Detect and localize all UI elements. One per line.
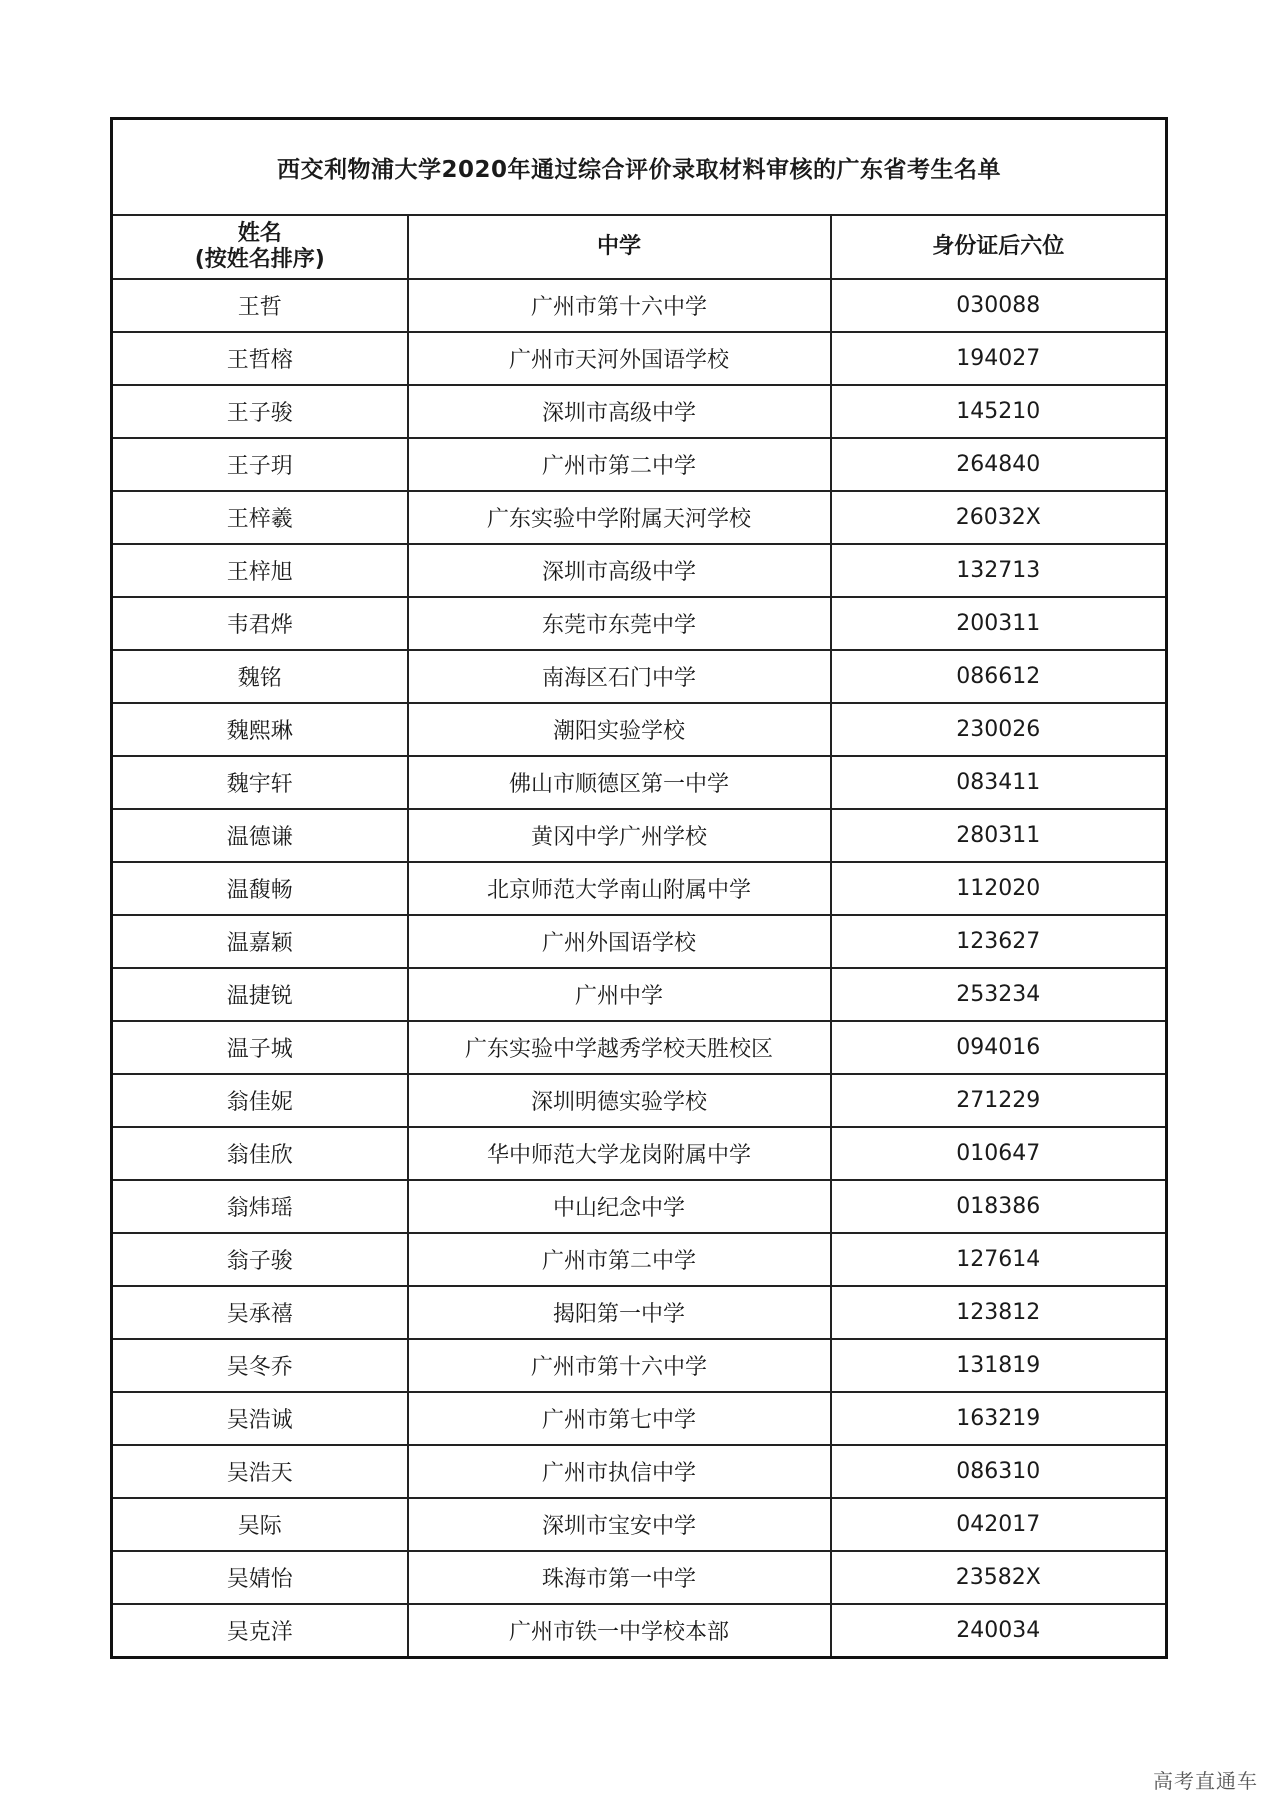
cell-id: 083411 bbox=[831, 756, 1167, 809]
table-header-row bbox=[112, 215, 1167, 279]
cell-name: 温子城 bbox=[112, 1021, 408, 1074]
cell-id: 127614 bbox=[831, 1233, 1167, 1286]
cell-id: 264840 bbox=[831, 438, 1167, 491]
cell-school: 南海区石门中学 bbox=[408, 650, 831, 703]
table-row bbox=[112, 968, 1167, 1021]
cell-name: 王子骏 bbox=[112, 385, 408, 438]
cell-school: 广州中学 bbox=[408, 968, 831, 1021]
table-row bbox=[112, 544, 1167, 597]
table-row bbox=[112, 491, 1167, 544]
column-header-name-line1: 姓名 bbox=[237, 221, 282, 246]
table-row bbox=[112, 809, 1167, 862]
cell-name: 吴浩天 bbox=[112, 1445, 408, 1498]
table-row bbox=[112, 1286, 1167, 1339]
cell-school: 华中师范大学龙岗附属中学 bbox=[408, 1127, 831, 1180]
cell-id: 23582X bbox=[831, 1551, 1167, 1604]
cell-id: 26032X bbox=[831, 491, 1167, 544]
cell-name: 王哲 bbox=[112, 279, 408, 332]
cell-id: 010647 bbox=[831, 1127, 1167, 1180]
cell-school: 珠海市第一中学 bbox=[408, 1551, 831, 1604]
cell-id: 194027 bbox=[831, 332, 1167, 385]
table-row bbox=[112, 597, 1167, 650]
table-row bbox=[112, 1445, 1167, 1498]
table-row bbox=[112, 756, 1167, 809]
cell-name: 王哲榕 bbox=[112, 332, 408, 385]
table-row bbox=[112, 385, 1167, 438]
cell-name: 吴婧怡 bbox=[112, 1551, 408, 1604]
table-row bbox=[112, 1339, 1167, 1392]
cell-id: 018386 bbox=[831, 1180, 1167, 1233]
cell-id: 145210 bbox=[831, 385, 1167, 438]
cell-id: 163219 bbox=[831, 1392, 1167, 1445]
cell-name: 魏熙琳 bbox=[112, 703, 408, 756]
cell-school: 黄冈中学广州学校 bbox=[408, 809, 831, 862]
cell-id: 271229 bbox=[831, 1074, 1167, 1127]
cell-name: 魏宇轩 bbox=[112, 756, 408, 809]
cell-school: 深圳市宝安中学 bbox=[408, 1498, 831, 1551]
cell-id: 094016 bbox=[831, 1021, 1167, 1074]
cell-name: 温捷锐 bbox=[112, 968, 408, 1021]
cell-school: 广州市第十六中学 bbox=[408, 279, 831, 332]
table-row bbox=[112, 1021, 1167, 1074]
column-header-name bbox=[112, 215, 408, 279]
cell-name: 翁炜瑶 bbox=[112, 1180, 408, 1233]
table-row bbox=[112, 650, 1167, 703]
cell-id: 123627 bbox=[831, 915, 1167, 968]
cell-name: 温嘉颖 bbox=[112, 915, 408, 968]
table-row bbox=[112, 1551, 1167, 1604]
admission-list-table bbox=[110, 117, 1168, 1659]
cell-id: 280311 bbox=[831, 809, 1167, 862]
table-row bbox=[112, 1604, 1167, 1658]
table-row bbox=[112, 703, 1167, 756]
cell-name: 温德谦 bbox=[112, 809, 408, 862]
table-row bbox=[112, 438, 1167, 491]
cell-school: 深圳市高级中学 bbox=[408, 544, 831, 597]
table-row bbox=[112, 332, 1167, 385]
cell-name: 温馥畅 bbox=[112, 862, 408, 915]
document-title: 西交利物浦大学2020年通过综合评价录取材料审核的广东省考生名单 bbox=[112, 119, 1167, 216]
cell-id: 086310 bbox=[831, 1445, 1167, 1498]
table-row bbox=[112, 1127, 1167, 1180]
cell-name: 翁佳欣 bbox=[112, 1127, 408, 1180]
cell-school: 中山纪念中学 bbox=[408, 1180, 831, 1233]
cell-name: 吴际 bbox=[112, 1498, 408, 1551]
watermark-text: 高考直通车 bbox=[1153, 1769, 1258, 1793]
table-row bbox=[112, 1233, 1167, 1286]
table-row bbox=[112, 1392, 1167, 1445]
cell-name: 王子玥 bbox=[112, 438, 408, 491]
cell-id: 131819 bbox=[831, 1339, 1167, 1392]
cell-school: 广州市第十六中学 bbox=[408, 1339, 831, 1392]
cell-id: 132713 bbox=[831, 544, 1167, 597]
table-row bbox=[112, 862, 1167, 915]
cell-school: 广州市第二中学 bbox=[408, 438, 831, 491]
cell-school: 广州市第七中学 bbox=[408, 1392, 831, 1445]
cell-name: 翁子骏 bbox=[112, 1233, 408, 1286]
cell-id: 112020 bbox=[831, 862, 1167, 915]
table-row bbox=[112, 1074, 1167, 1127]
cell-name: 韦君烨 bbox=[112, 597, 408, 650]
column-header-id: 身份证后六位 bbox=[831, 215, 1167, 279]
cell-school: 广州市第二中学 bbox=[408, 1233, 831, 1286]
cell-school: 北京师范大学南山附属中学 bbox=[408, 862, 831, 915]
cell-id: 086612 bbox=[831, 650, 1167, 703]
cell-name: 翁佳妮 bbox=[112, 1074, 408, 1127]
cell-id: 123812 bbox=[831, 1286, 1167, 1339]
column-header-name-line2: (按姓名排序) bbox=[194, 247, 325, 272]
cell-name: 吴浩诚 bbox=[112, 1392, 408, 1445]
cell-id: 240034 bbox=[831, 1604, 1167, 1658]
cell-school: 广东实验中学附属天河学校 bbox=[408, 491, 831, 544]
cell-school: 佛山市顺德区第一中学 bbox=[408, 756, 831, 809]
cell-school: 揭阳第一中学 bbox=[408, 1286, 831, 1339]
cell-school: 深圳明德实验学校 bbox=[408, 1074, 831, 1127]
table-row bbox=[112, 1180, 1167, 1233]
cell-id: 230026 bbox=[831, 703, 1167, 756]
cell-name: 王梓羲 bbox=[112, 491, 408, 544]
cell-school: 广东实验中学越秀学校天胜校区 bbox=[408, 1021, 831, 1074]
table-row bbox=[112, 279, 1167, 332]
table-row bbox=[112, 915, 1167, 968]
column-header-school: 中学 bbox=[408, 215, 831, 279]
cell-id: 042017 bbox=[831, 1498, 1167, 1551]
cell-name: 魏铭 bbox=[112, 650, 408, 703]
cell-school: 深圳市高级中学 bbox=[408, 385, 831, 438]
cell-name: 吴克洋 bbox=[112, 1604, 408, 1658]
cell-name: 王梓旭 bbox=[112, 544, 408, 597]
cell-school: 东莞市东莞中学 bbox=[408, 597, 831, 650]
cell-id: 253234 bbox=[831, 968, 1167, 1021]
cell-school: 潮阳实验学校 bbox=[408, 703, 831, 756]
cell-school: 广州市铁一中学校本部 bbox=[408, 1604, 831, 1658]
cell-school: 广州市天河外国语学校 bbox=[408, 332, 831, 385]
cell-name: 吴冬乔 bbox=[112, 1339, 408, 1392]
cell-name: 吴承禧 bbox=[112, 1286, 408, 1339]
cell-id: 030088 bbox=[831, 279, 1167, 332]
table-row bbox=[112, 1498, 1167, 1551]
cell-id: 200311 bbox=[831, 597, 1167, 650]
cell-school: 广州外国语学校 bbox=[408, 915, 831, 968]
table-body bbox=[112, 279, 1167, 1658]
cell-school: 广州市执信中学 bbox=[408, 1445, 831, 1498]
